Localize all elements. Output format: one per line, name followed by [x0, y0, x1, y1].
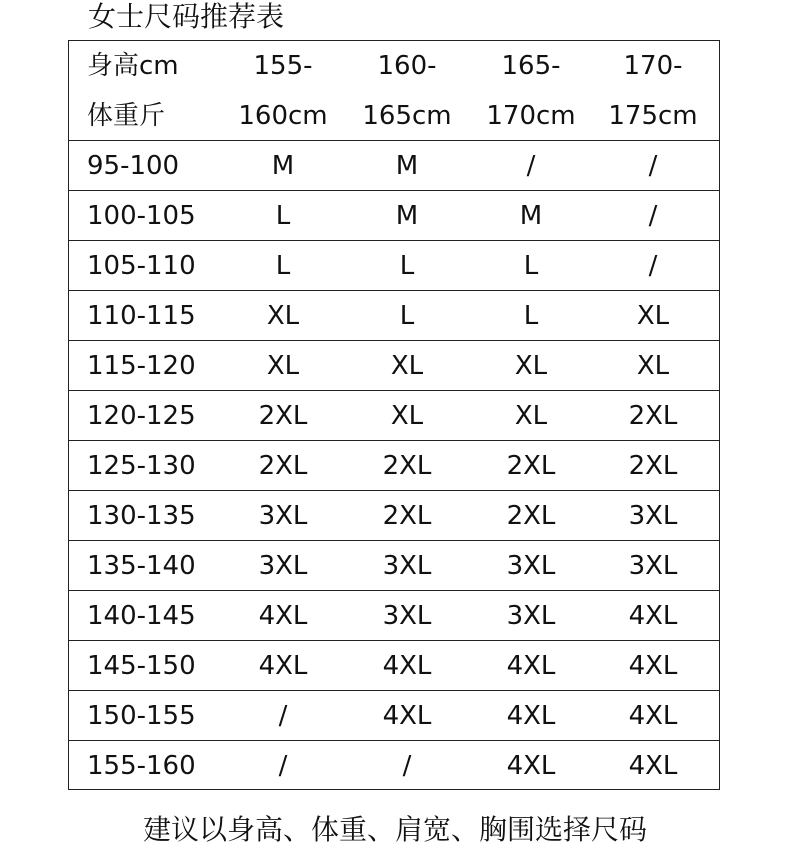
size-cell: XL [266, 301, 300, 331]
size-cell: 3XL [628, 501, 678, 531]
size-cell: L [523, 251, 539, 281]
table-row [69, 541, 719, 591]
size-cell: 4XL [506, 651, 556, 681]
size-cell: 4XL [506, 751, 556, 781]
size-cell: 4XL [382, 651, 432, 681]
size-cell: / [402, 751, 412, 781]
size-cell: L [275, 201, 291, 231]
table-row [69, 141, 719, 191]
weight-range-cell: 150-155 [87, 701, 196, 731]
size-cell: 2XL [258, 451, 308, 481]
size-cell: XL [266, 351, 300, 381]
table-row [69, 741, 719, 791]
weight-range-cell: 120-125 [87, 401, 196, 431]
header-height-col-4: 170- 175cm [608, 51, 698, 131]
size-cell: 2XL [506, 501, 556, 531]
size-cell: M [395, 201, 419, 231]
size-cell: 3XL [506, 551, 556, 581]
size-cell: L [399, 251, 415, 281]
size-cell: M [395, 151, 419, 181]
weight-range-cell: 125-130 [87, 451, 196, 481]
size-cell: / [648, 151, 658, 181]
size-cell: 3XL [506, 601, 556, 631]
size-cell: 2XL [382, 451, 432, 481]
header-weight-label: 体重斤 [87, 101, 166, 131]
table-row [69, 641, 719, 691]
size-cell: / [278, 751, 288, 781]
size-cell: 4XL [628, 751, 678, 781]
weight-range-cell: 135-140 [87, 551, 196, 581]
size-cell: XL [514, 351, 548, 381]
size-cell: 2XL [258, 401, 308, 431]
size-cell: 4XL [628, 601, 678, 631]
size-cell: / [526, 151, 536, 181]
size-cell: 4XL [628, 701, 678, 731]
size-cell: / [648, 201, 658, 231]
size-cell: L [523, 301, 539, 331]
size-cell: 3XL [382, 601, 432, 631]
weight-range-cell: 140-145 [87, 601, 196, 631]
size-cell: 3XL [258, 501, 308, 531]
header-height-col-1: 155- 160cm [238, 51, 328, 131]
size-cell: 4XL [506, 701, 556, 731]
size-cell: 3XL [258, 551, 308, 581]
weight-range-cell: 145-150 [87, 651, 196, 681]
table-row [69, 591, 719, 641]
size-cell: 3XL [628, 551, 678, 581]
size-cell: 2XL [506, 451, 556, 481]
table-row [69, 241, 719, 291]
header-height-col-3: 165- 170cm [486, 51, 576, 131]
header-height-weight-label [87, 41, 227, 141]
size-cell: L [399, 301, 415, 331]
weight-range-cell: 110-115 [87, 301, 196, 331]
table-row [69, 341, 719, 391]
size-cell: XL [636, 351, 670, 381]
size-cell: 2XL [628, 401, 678, 431]
table-row [69, 391, 719, 441]
size-cell: / [278, 701, 288, 731]
weight-range-cell: 130-135 [87, 501, 196, 531]
size-cell: XL [514, 401, 548, 431]
size-cell: XL [636, 301, 670, 331]
weight-range-cell: 115-120 [87, 351, 196, 381]
table-header [69, 41, 719, 141]
size-cell: / [648, 251, 658, 281]
table-row [69, 691, 719, 741]
table-row [69, 191, 719, 241]
table-row [69, 491, 719, 541]
size-cell: 4XL [258, 601, 308, 631]
size-cell: M [519, 201, 543, 231]
weight-range-cell: 155-160 [87, 751, 196, 781]
size-cell: 4XL [628, 651, 678, 681]
size-cell: 4XL [382, 701, 432, 731]
size-cell: 4XL [258, 651, 308, 681]
size-cell: 2XL [628, 451, 678, 481]
size-cell: XL [390, 401, 424, 431]
table-row [69, 291, 719, 341]
size-cell: XL [390, 351, 424, 381]
size-cell: 3XL [382, 551, 432, 581]
page-title: 女士尺码推荐表 [88, 0, 285, 33]
weight-range-cell: 105-110 [87, 251, 196, 281]
weight-range-cell: 95-100 [87, 151, 180, 181]
footer-note: 建议以身高、体重、肩宽、胸围选择尺码 [142, 813, 647, 846]
size-cell: L [275, 251, 291, 281]
header-height-label: 身高cm [87, 51, 179, 81]
size-cell: 2XL [382, 501, 432, 531]
size-chart-table [68, 40, 720, 790]
weight-range-cell: 100-105 [87, 201, 196, 231]
table-row [69, 441, 719, 491]
size-cell: M [271, 151, 295, 181]
header-height-col-2: 160- 165cm [362, 51, 452, 131]
